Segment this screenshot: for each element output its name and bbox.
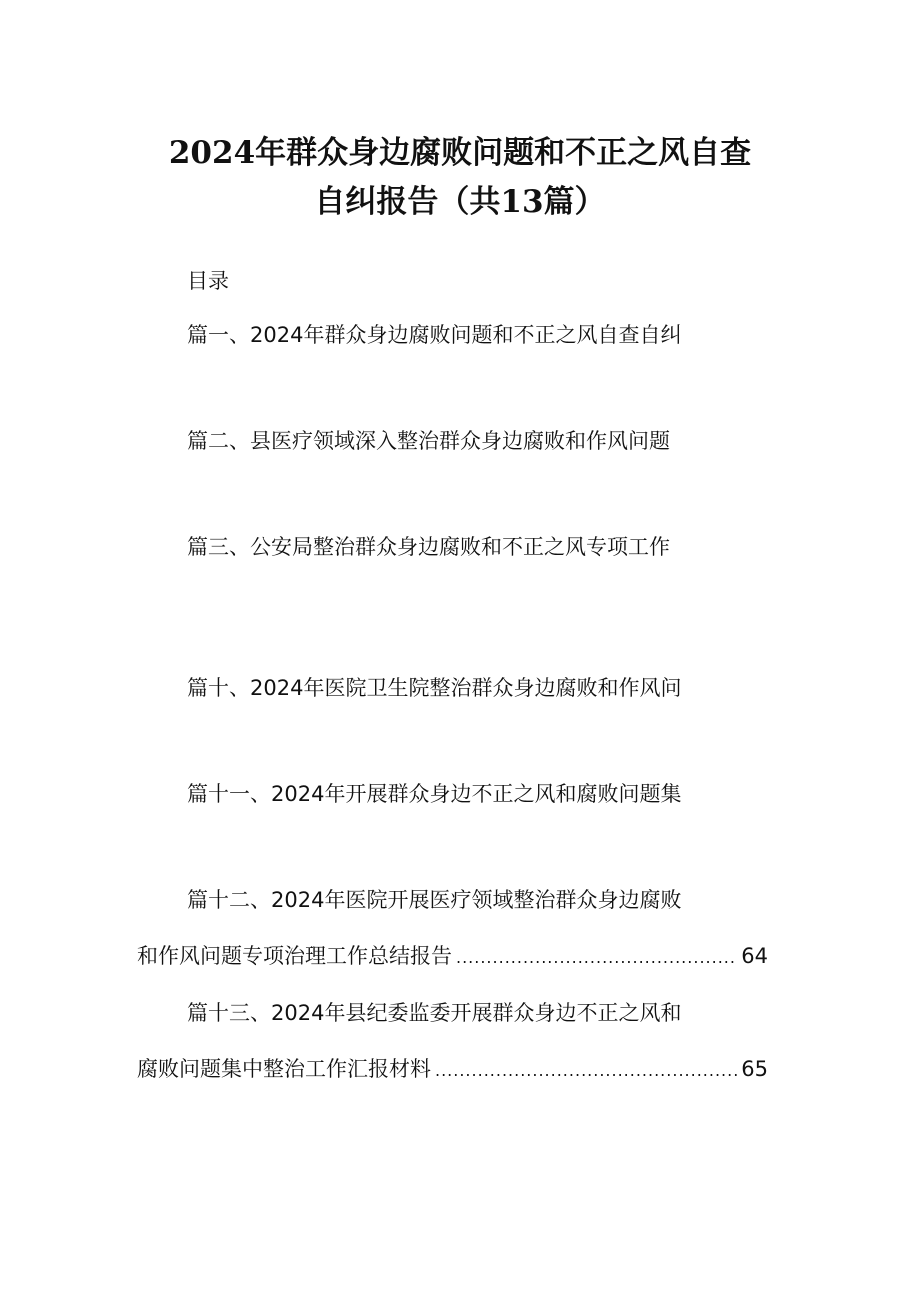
toc-entry-2[interactable]: 篇二、县医疗领域深入整治群众身边腐败和作风问题 (187, 429, 670, 453)
toc-heading: 目录 (187, 269, 229, 293)
toc-entry-13-page-number: 65 (741, 1057, 768, 1081)
dot-leader (435, 1056, 737, 1086)
toc-entry-1[interactable]: 篇一、2024年群众身边腐败问题和不正之风自查自纠 (187, 323, 682, 347)
toc-entry-13[interactable]: 篇十三、2024年县纪委监委开展群众身边不正之风和 (187, 1001, 682, 1025)
toc-entry-12[interactable]: 篇十二、2024年医院开展医疗领域整治群众身边腐败 (187, 888, 682, 912)
toc-entry-3[interactable]: 篇三、公安局整治群众身边腐败和不正之风专项工作 (187, 535, 670, 559)
document-title-line-1: 2024年群众身边腐败问题和不正之风自查 (168, 135, 752, 171)
toc-entry-12-continuation[interactable] (137, 941, 768, 973)
toc-entry-11[interactable]: 篇十一、2024年开展群众身边不正之风和腐败问题集 (187, 782, 682, 806)
toc-entry-10[interactable]: 篇十、2024年医院卫生院整治群众身边腐败和作风问 (187, 676, 682, 700)
toc-entry-12-page-number: 64 (741, 944, 768, 968)
toc-entry-13-continuation-text: 腐败问题集中整治工作汇报材料 (137, 1057, 431, 1081)
toc-entry-13-continuation[interactable] (137, 1054, 768, 1086)
dot-leader (456, 943, 737, 973)
toc-entry-12-continuation-text: 和作风问题专项治理工作总结报告 (137, 944, 452, 968)
document-title-line-2: 自纠报告（共13篇） (314, 184, 606, 220)
